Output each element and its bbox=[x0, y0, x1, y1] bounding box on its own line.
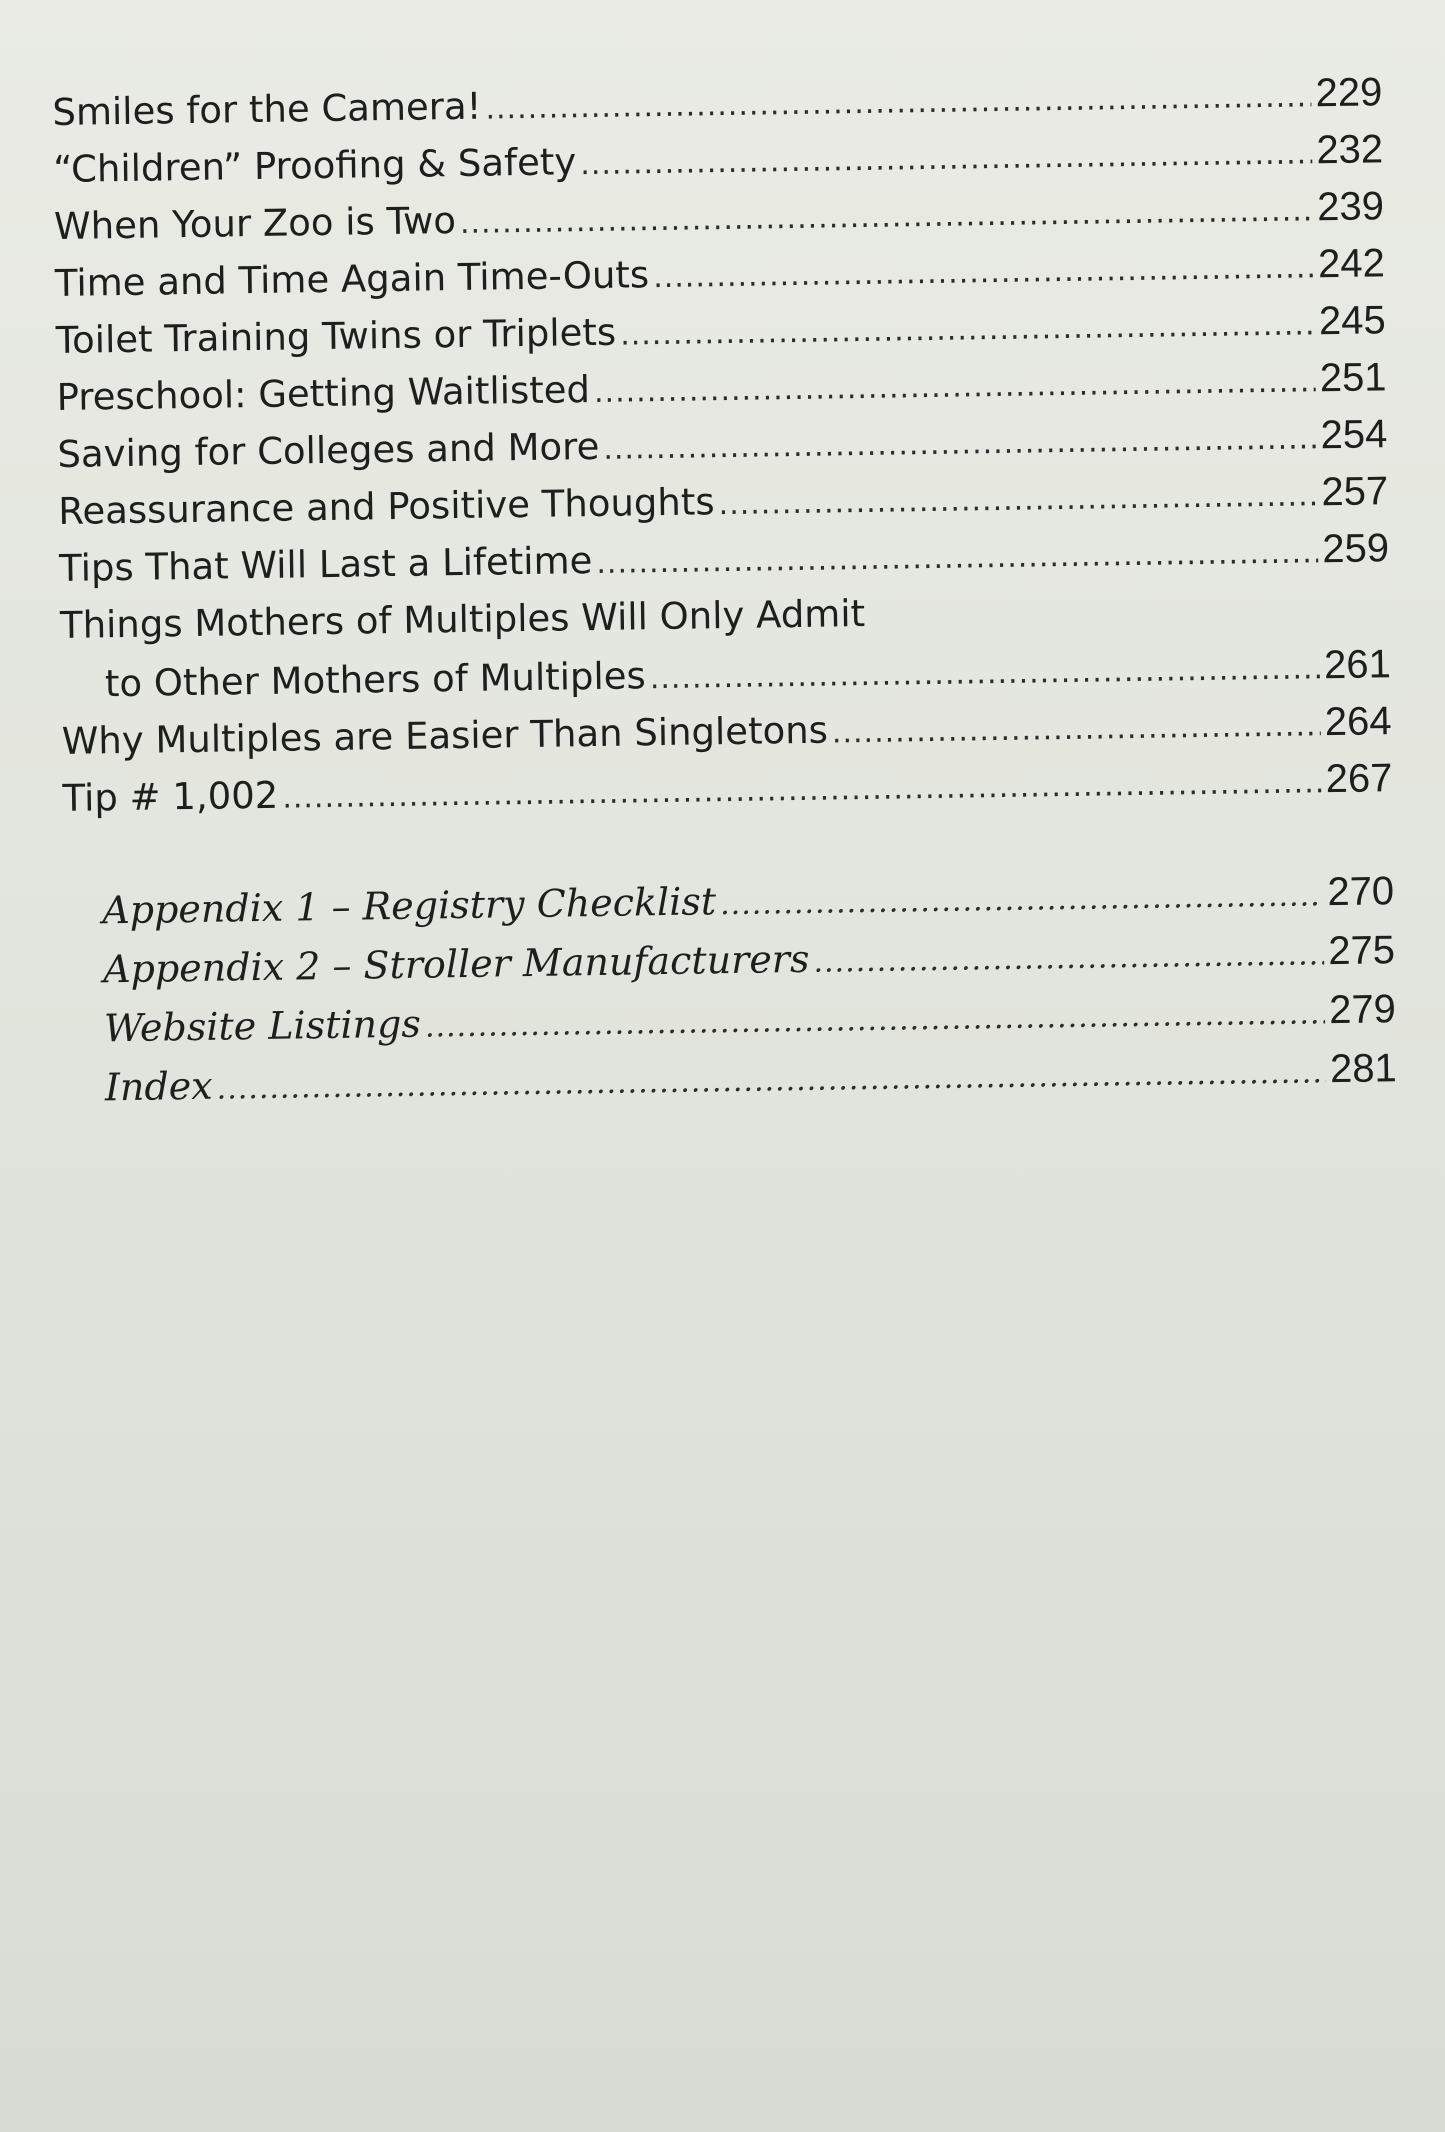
toc-entry-page: 239 bbox=[1316, 184, 1385, 230]
dot-leader bbox=[216, 1043, 1326, 1118]
toc-entry-title: Tips That Will Last a Lifetime bbox=[58, 539, 593, 590]
appendix-entry-page: 279 bbox=[1328, 987, 1397, 1033]
toc-entry-page: 261 bbox=[1323, 642, 1392, 688]
appendix-entry-title: Appendix 2 – Stroller Manufacturers bbox=[102, 936, 810, 992]
toc-entry-page: 257 bbox=[1321, 469, 1389, 515]
dot-leader bbox=[620, 296, 1316, 363]
dot-leader bbox=[603, 410, 1317, 478]
toc-entry-page: 259 bbox=[1321, 526, 1390, 572]
appendix-entry-page: 270 bbox=[1327, 869, 1395, 915]
toc-entry-title: When Your Zoo is Two bbox=[53, 199, 457, 248]
appendix-entry-page: 281 bbox=[1329, 1046, 1398, 1092]
toc-entry-page: 229 bbox=[1315, 70, 1383, 116]
toc-entry-page: 232 bbox=[1316, 127, 1384, 173]
toc-entry-page: 245 bbox=[1318, 298, 1386, 344]
appendix-entry-title: Index bbox=[104, 1063, 213, 1110]
toc-entry-title-line2: to Other Mothers of Multiples bbox=[104, 654, 647, 706]
toc-entry-title: Time and Time Again Time-Outs bbox=[54, 253, 650, 305]
toc-entry-title: Tip # 1,002 bbox=[62, 773, 279, 820]
toc-entry-page: 267 bbox=[1325, 756, 1393, 802]
dot-leader bbox=[813, 925, 1325, 992]
appendix-entry-title: Appendix 1 – Registry Checklist bbox=[101, 879, 717, 933]
toc-entry-page: 264 bbox=[1324, 699, 1392, 745]
dot-leader bbox=[718, 467, 1318, 533]
appendix-entry-title: Website Listings bbox=[103, 1001, 422, 1051]
toc-entry-multiline bbox=[60, 577, 1392, 713]
toc-entry-title: Smiles for the Camera! bbox=[52, 84, 482, 134]
toc-entry-title: Preschool: Getting Waitlisted bbox=[56, 368, 591, 419]
dot-leader bbox=[653, 239, 1315, 306]
toc-entry-page: 242 bbox=[1317, 241, 1386, 287]
dot-leader bbox=[594, 353, 1317, 421]
dot-leader bbox=[720, 866, 1324, 934]
toc-entry-title: Saving for Colleges and More bbox=[57, 424, 600, 476]
appendix-entry-page: 275 bbox=[1327, 928, 1396, 974]
toc-entry-title: Toilet Training Twins or Triplets bbox=[55, 310, 617, 362]
toc-entry-title: Why Multiples are Easier Than Singletons bbox=[61, 708, 829, 763]
toc-entry-title: “Children” Proofing & Safety bbox=[52, 140, 577, 191]
dot-leader bbox=[831, 697, 1321, 761]
toc-entry-title-line1: Things Mothers of Multiples Will Only Admit bbox=[59, 591, 866, 647]
toc-entry-title: Reassurance and Positive Thoughts bbox=[58, 480, 715, 533]
toc-entry-page: 254 bbox=[1320, 412, 1388, 458]
toc-entry-page: 251 bbox=[1319, 355, 1387, 401]
table-of-contents bbox=[52, 64, 1397, 1118]
